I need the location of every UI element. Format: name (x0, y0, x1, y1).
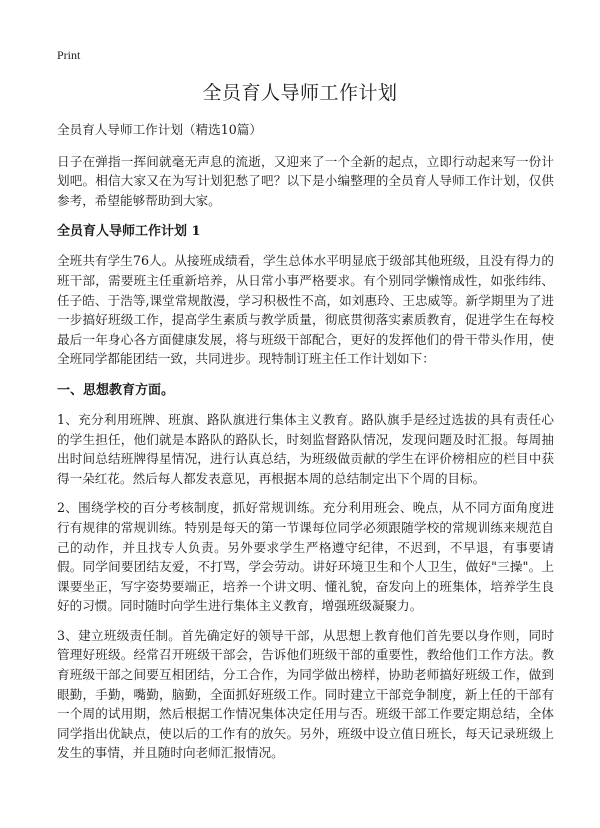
section-heading-ideology: 一、思想教育方面。 (57, 382, 175, 398)
article-body (57, 120, 554, 773)
section-heading-plan-1: 全员育人导师工作计划 1 (57, 224, 201, 240)
list-item-3: 3、建立班级责任制。首先确定好的领导干部，从思想上教育他们首先要以身作则，同时管理好班级。经常召开班级干部会，告诉他们班级干部的重要性，教给他们工作方法。教育班级干部之间要互相团结，分工合作，为同学做出榜样，协助老师搞好班级工作，做到眼勤，手勤，嘴勤，脑勤，全面抓好班级工作。同时建立干部竞争制度，新上任的干部有一个周的试用期，然后根据工作情况集体决定任用与否。班级干部工作要定期总结，全体同学指出优缺点，使以后的工作有的放矢。另外，班级中设立值日班长，每天记录班级上发生的事情，并且随时向老师汇报情况。 (57, 627, 554, 761)
list-item-1: 1、充分利用班牌、班旗、路队旗进行集体主义教育。路队旗手是经过选拔的具有责任心的学生担任，他们就是本路队的路队长，时刻监督路队情况，发现问题及时汇报。每周抽出时间总结班牌得星情况，进行认真总结，为班级做贡献的学生在评价榜相应的栏目中获得一朵红花。然后每人都发表意见，再根据本周的总结制定出下个周的目标。 (57, 411, 554, 486)
article-subtitle: 全员育人导师工作计划（精选10篇） (57, 122, 262, 137)
intro-paragraph: 日子在弹指一挥间就毫无声息的流逝，又迎来了一个全新的起点，立即行动起来写一份计划吧。相信大家又在为写计划犯愁了吧？以下是小编整理的全员育人导师工作计划，仅供参考，希望能够帮助到大家。 (57, 153, 554, 208)
list-item-2: 2、围绕学校的百分考核制度，抓好常规训练。充分利用班会、晚点，从不同方面角度进行有规律的常规训练。特别是每天的第一节课每位同学必须跟随学校的常规训练来规范自己的动作，并且找专人负责。另外要求学生严格遵守纪律，不迟到，不早退，有事要请假。同学间要团结友爱，不打骂，学会劳动。讲好环境卫生和个人卫生，做好"三操"。上课要坐正，写字姿势要端正，培养一个讲文明、懂礼貌，奋发向上的班集体，培养学生良好的习惯。同时随时向学生进行集体主义教育，增强班级凝聚力。 (57, 500, 554, 614)
print-link[interactable]: Print (57, 48, 81, 62)
page-title: 全员育人导师工作计划 (202, 82, 398, 104)
class-overview-paragraph: 全班共有学生76人。从接班成绩看，学生总体水平明显底于级部其他班级，且没有得力的班干部，需要班主任重新培养，从日常小事严格要求。有个别同学懒惰成性，如张纬纬、任子皓、于浩等,课堂常规散漫，学习积极性不高，如刘惠玲、王忠威等。新学期里为了进一步搞好班级工作，提高学生素质与教学质量，彻底贯彻落实素质教育，促进学生在每校最后一年身心各方面健康发展，将与班级干部配合，更好的发挥他们的骨干带头作用，使全班同学都能团结一致，共同进步。现特制订班主任工作计划如下： (57, 253, 554, 367)
